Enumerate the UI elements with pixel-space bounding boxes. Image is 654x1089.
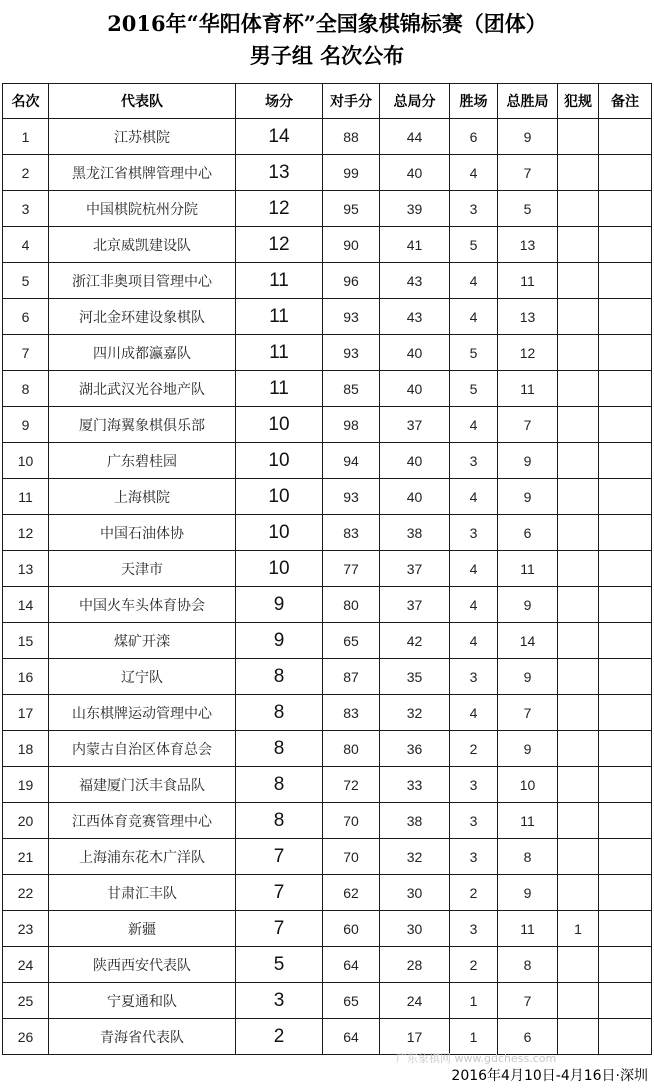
match-points-cell: 3 bbox=[236, 983, 323, 1019]
wins-cell: 4 bbox=[450, 623, 498, 659]
wins-cell: 4 bbox=[450, 551, 498, 587]
opponent-score-cell: 88 bbox=[323, 119, 380, 155]
wins-cell: 3 bbox=[450, 839, 498, 875]
fouls-cell bbox=[558, 875, 599, 911]
table-row bbox=[3, 947, 652, 983]
rank-cell: 1 bbox=[3, 119, 49, 155]
match-points-cell: 10 bbox=[236, 407, 323, 443]
rank-cell: 4 bbox=[3, 227, 49, 263]
table-row bbox=[3, 515, 652, 551]
col-wins-header: 胜场 bbox=[450, 84, 498, 119]
fouls-cell bbox=[558, 155, 599, 191]
col-opponent-score-header: 对手分 bbox=[323, 84, 380, 119]
opponent-score-cell: 70 bbox=[323, 839, 380, 875]
wins-cell: 3 bbox=[450, 191, 498, 227]
opponent-score-cell: 80 bbox=[323, 731, 380, 767]
total-game-points-cell: 40 bbox=[380, 443, 450, 479]
wins-cell: 2 bbox=[450, 875, 498, 911]
total-game-points-cell: 32 bbox=[380, 839, 450, 875]
table-row bbox=[3, 227, 652, 263]
match-points-cell: 5 bbox=[236, 947, 323, 983]
wins-cell: 3 bbox=[450, 803, 498, 839]
match-points-cell: 10 bbox=[236, 479, 323, 515]
fouls-cell bbox=[558, 299, 599, 335]
fouls-cell bbox=[558, 479, 599, 515]
wins-cell: 1 bbox=[450, 1019, 498, 1055]
rank-cell: 25 bbox=[3, 983, 49, 1019]
total-game-points-cell: 33 bbox=[380, 767, 450, 803]
fouls-cell bbox=[558, 947, 599, 983]
total-game-points-cell: 44 bbox=[380, 119, 450, 155]
team-name-cell: 江苏棋院 bbox=[49, 119, 236, 155]
team-name-cell: 中国火车头体育协会 bbox=[49, 587, 236, 623]
fouls-cell bbox=[558, 659, 599, 695]
table-row bbox=[3, 551, 652, 587]
team-name-cell: 陕西西安代表队 bbox=[49, 947, 236, 983]
total-game-points-cell: 40 bbox=[380, 335, 450, 371]
remarks-cell bbox=[599, 371, 652, 407]
fouls-cell bbox=[558, 803, 599, 839]
total-game-wins-cell: 9 bbox=[498, 587, 558, 623]
opponent-score-cell: 64 bbox=[323, 1019, 380, 1055]
total-game-wins-cell: 9 bbox=[498, 875, 558, 911]
table-row bbox=[3, 659, 652, 695]
table-row bbox=[3, 587, 652, 623]
table-row bbox=[3, 155, 652, 191]
match-points-cell: 9 bbox=[236, 587, 323, 623]
total-game-points-cell: 43 bbox=[380, 263, 450, 299]
remarks-cell bbox=[599, 443, 652, 479]
remarks-cell bbox=[599, 911, 652, 947]
table-row bbox=[3, 803, 652, 839]
match-points-cell: 7 bbox=[236, 839, 323, 875]
wins-cell: 6 bbox=[450, 119, 498, 155]
total-game-points-cell: 40 bbox=[380, 155, 450, 191]
fouls-cell bbox=[558, 515, 599, 551]
total-game-wins-cell: 11 bbox=[498, 551, 558, 587]
team-name-cell: 上海棋院 bbox=[49, 479, 236, 515]
wins-cell: 4 bbox=[450, 263, 498, 299]
table-row bbox=[3, 731, 652, 767]
team-name-cell: 浙江非奥项目管理中心 bbox=[49, 263, 236, 299]
match-points-cell: 10 bbox=[236, 515, 323, 551]
remarks-cell bbox=[599, 803, 652, 839]
opponent-score-cell: 72 bbox=[323, 767, 380, 803]
total-game-points-cell: 40 bbox=[380, 479, 450, 515]
total-game-wins-cell: 6 bbox=[498, 1019, 558, 1055]
footer-date-location: 2016年4月10日-4月16日·深圳 bbox=[451, 1068, 648, 1084]
opponent-score-cell: 65 bbox=[323, 623, 380, 659]
team-name-cell: 新疆 bbox=[49, 911, 236, 947]
wins-cell: 4 bbox=[450, 155, 498, 191]
fouls-cell bbox=[558, 767, 599, 803]
match-points-cell: 7 bbox=[236, 875, 323, 911]
fouls-cell bbox=[558, 551, 599, 587]
rank-cell: 18 bbox=[3, 731, 49, 767]
col-remarks-header: 备注 bbox=[599, 84, 652, 119]
match-points-cell: 11 bbox=[236, 335, 323, 371]
rank-cell: 17 bbox=[3, 695, 49, 731]
remarks-cell bbox=[599, 587, 652, 623]
total-game-points-cell: 32 bbox=[380, 695, 450, 731]
team-name-cell: 四川成都瀛嘉队 bbox=[49, 335, 236, 371]
fouls-cell bbox=[558, 731, 599, 767]
total-game-wins-cell: 8 bbox=[498, 839, 558, 875]
match-points-cell: 12 bbox=[236, 191, 323, 227]
fouls-cell: 1 bbox=[558, 911, 599, 947]
wins-cell: 5 bbox=[450, 227, 498, 263]
wins-cell: 3 bbox=[450, 659, 498, 695]
match-points-cell: 8 bbox=[236, 659, 323, 695]
match-points-cell: 8 bbox=[236, 731, 323, 767]
opponent-score-cell: 94 bbox=[323, 443, 380, 479]
remarks-cell bbox=[599, 227, 652, 263]
remarks-cell bbox=[599, 839, 652, 875]
table-body bbox=[3, 119, 652, 1055]
wins-cell: 3 bbox=[450, 515, 498, 551]
match-points-cell: 10 bbox=[236, 443, 323, 479]
table-row bbox=[3, 983, 652, 1019]
remarks-cell bbox=[599, 659, 652, 695]
table-header-row bbox=[3, 84, 652, 119]
team-name-cell: 湖北武汉光谷地产队 bbox=[49, 371, 236, 407]
total-game-wins-cell: 9 bbox=[498, 119, 558, 155]
remarks-cell bbox=[599, 155, 652, 191]
team-name-cell: 山东棋牌运动管理中心 bbox=[49, 695, 236, 731]
total-game-wins-cell: 9 bbox=[498, 731, 558, 767]
remarks-cell bbox=[599, 263, 652, 299]
total-game-wins-cell: 11 bbox=[498, 911, 558, 947]
team-name-cell: 青海省代表队 bbox=[49, 1019, 236, 1055]
team-name-cell: 煤矿开滦 bbox=[49, 623, 236, 659]
wins-cell: 1 bbox=[450, 983, 498, 1019]
total-game-wins-cell: 9 bbox=[498, 659, 558, 695]
remarks-cell bbox=[599, 479, 652, 515]
total-game-wins-cell: 11 bbox=[498, 371, 558, 407]
remarks-cell bbox=[599, 191, 652, 227]
total-game-wins-cell: 13 bbox=[498, 227, 558, 263]
rank-cell: 14 bbox=[3, 587, 49, 623]
table-row bbox=[3, 623, 652, 659]
total-game-wins-cell: 5 bbox=[498, 191, 558, 227]
rank-cell: 15 bbox=[3, 623, 49, 659]
table-row bbox=[3, 443, 652, 479]
opponent-score-cell: 93 bbox=[323, 299, 380, 335]
opponent-score-cell: 80 bbox=[323, 587, 380, 623]
remarks-cell bbox=[599, 299, 652, 335]
team-name-cell: 天津市 bbox=[49, 551, 236, 587]
fouls-cell bbox=[558, 839, 599, 875]
opponent-score-cell: 93 bbox=[323, 479, 380, 515]
rank-cell: 2 bbox=[3, 155, 49, 191]
table-row bbox=[3, 767, 652, 803]
team-name-cell: 宁夏通和队 bbox=[49, 983, 236, 1019]
opponent-score-cell: 60 bbox=[323, 911, 380, 947]
opponent-score-cell: 70 bbox=[323, 803, 380, 839]
opponent-score-cell: 64 bbox=[323, 947, 380, 983]
total-game-wins-cell: 11 bbox=[498, 803, 558, 839]
total-game-points-cell: 36 bbox=[380, 731, 450, 767]
fouls-cell bbox=[558, 227, 599, 263]
table-row bbox=[3, 479, 652, 515]
fouls-cell bbox=[558, 335, 599, 371]
remarks-cell bbox=[599, 875, 652, 911]
table-row bbox=[3, 371, 652, 407]
opponent-score-cell: 90 bbox=[323, 227, 380, 263]
standings-table bbox=[2, 83, 652, 1055]
match-points-cell: 2 bbox=[236, 1019, 323, 1055]
fouls-cell bbox=[558, 587, 599, 623]
rank-cell: 5 bbox=[3, 263, 49, 299]
opponent-score-cell: 65 bbox=[323, 983, 380, 1019]
total-game-points-cell: 30 bbox=[380, 911, 450, 947]
total-game-wins-cell: 6 bbox=[498, 515, 558, 551]
table-row bbox=[3, 119, 652, 155]
wins-cell: 4 bbox=[450, 695, 498, 731]
total-game-points-cell: 24 bbox=[380, 983, 450, 1019]
opponent-score-cell: 96 bbox=[323, 263, 380, 299]
remarks-cell bbox=[599, 515, 652, 551]
rank-cell: 16 bbox=[3, 659, 49, 695]
wins-cell: 2 bbox=[450, 947, 498, 983]
total-game-points-cell: 38 bbox=[380, 803, 450, 839]
wins-cell: 3 bbox=[450, 767, 498, 803]
team-name-cell: 黑龙江省棋牌管理中心 bbox=[49, 155, 236, 191]
rank-cell: 12 bbox=[3, 515, 49, 551]
fouls-cell bbox=[558, 371, 599, 407]
fouls-cell bbox=[558, 1019, 599, 1055]
match-points-cell: 8 bbox=[236, 695, 323, 731]
remarks-cell bbox=[599, 335, 652, 371]
total-game-wins-cell: 11 bbox=[498, 263, 558, 299]
rank-cell: 13 bbox=[3, 551, 49, 587]
match-points-cell: 12 bbox=[236, 227, 323, 263]
match-points-cell: 10 bbox=[236, 551, 323, 587]
remarks-cell bbox=[599, 767, 652, 803]
wins-cell: 2 bbox=[450, 731, 498, 767]
team-name-cell: 辽宁队 bbox=[49, 659, 236, 695]
wins-cell: 3 bbox=[450, 443, 498, 479]
opponent-score-cell: 85 bbox=[323, 371, 380, 407]
fouls-cell bbox=[558, 983, 599, 1019]
total-game-wins-cell: 7 bbox=[498, 155, 558, 191]
opponent-score-cell: 83 bbox=[323, 695, 380, 731]
col-rank-header: 名次 bbox=[3, 84, 49, 119]
fouls-cell bbox=[558, 443, 599, 479]
remarks-cell bbox=[599, 1019, 652, 1055]
team-name-cell: 北京威凯建设队 bbox=[49, 227, 236, 263]
opponent-score-cell: 95 bbox=[323, 191, 380, 227]
remarks-cell bbox=[599, 551, 652, 587]
table-row bbox=[3, 191, 652, 227]
team-name-cell: 河北金环建设象棋队 bbox=[49, 299, 236, 335]
table-row bbox=[3, 407, 652, 443]
total-game-wins-cell: 9 bbox=[498, 443, 558, 479]
rank-cell: 26 bbox=[3, 1019, 49, 1055]
remarks-cell bbox=[599, 407, 652, 443]
rank-cell: 8 bbox=[3, 371, 49, 407]
total-game-wins-cell: 10 bbox=[498, 767, 558, 803]
wins-cell: 5 bbox=[450, 335, 498, 371]
wins-cell: 4 bbox=[450, 299, 498, 335]
rank-cell: 11 bbox=[3, 479, 49, 515]
col-total-game-wins-header: 总胜局 bbox=[498, 84, 558, 119]
total-game-points-cell: 37 bbox=[380, 407, 450, 443]
opponent-score-cell: 83 bbox=[323, 515, 380, 551]
match-points-cell: 8 bbox=[236, 803, 323, 839]
remarks-cell bbox=[599, 623, 652, 659]
table-row bbox=[3, 875, 652, 911]
rank-cell: 23 bbox=[3, 911, 49, 947]
team-name-cell: 福建厦门沃丰食品队 bbox=[49, 767, 236, 803]
match-points-cell: 11 bbox=[236, 299, 323, 335]
team-name-cell: 江西体育竞赛管理中心 bbox=[49, 803, 236, 839]
page-title: 2016年“华阳体育杯”全国象棋锦标赛（团体） bbox=[107, 11, 547, 36]
total-game-wins-cell: 7 bbox=[498, 407, 558, 443]
match-points-cell: 14 bbox=[236, 119, 323, 155]
remarks-cell bbox=[599, 983, 652, 1019]
total-game-points-cell: 41 bbox=[380, 227, 450, 263]
opponent-score-cell: 62 bbox=[323, 875, 380, 911]
total-game-points-cell: 37 bbox=[380, 551, 450, 587]
total-game-wins-cell: 14 bbox=[498, 623, 558, 659]
table-row bbox=[3, 911, 652, 947]
total-game-points-cell: 30 bbox=[380, 875, 450, 911]
wins-cell: 3 bbox=[450, 911, 498, 947]
col-total-game-points-header: 总局分 bbox=[380, 84, 450, 119]
opponent-score-cell: 99 bbox=[323, 155, 380, 191]
team-name-cell: 厦门海翼象棋俱乐部 bbox=[49, 407, 236, 443]
team-name-cell: 内蒙古自治区体育总会 bbox=[49, 731, 236, 767]
team-name-cell: 中国石油体协 bbox=[49, 515, 236, 551]
opponent-score-cell: 87 bbox=[323, 659, 380, 695]
opponent-score-cell: 98 bbox=[323, 407, 380, 443]
rank-cell: 22 bbox=[3, 875, 49, 911]
total-game-points-cell: 38 bbox=[380, 515, 450, 551]
total-game-points-cell: 39 bbox=[380, 191, 450, 227]
opponent-score-cell: 77 bbox=[323, 551, 380, 587]
rank-cell: 3 bbox=[3, 191, 49, 227]
fouls-cell bbox=[558, 407, 599, 443]
page-subtitle: 男子组 名次公布 bbox=[249, 43, 405, 68]
total-game-points-cell: 35 bbox=[380, 659, 450, 695]
team-name-cell: 中国棋院杭州分院 bbox=[49, 191, 236, 227]
opponent-score-cell: 93 bbox=[323, 335, 380, 371]
team-name-cell: 甘肃汇丰队 bbox=[49, 875, 236, 911]
rank-cell: 24 bbox=[3, 947, 49, 983]
rank-cell: 10 bbox=[3, 443, 49, 479]
total-game-wins-cell: 8 bbox=[498, 947, 558, 983]
total-game-points-cell: 17 bbox=[380, 1019, 450, 1055]
watermark: 广东象棋网 www.gdchess.com bbox=[396, 1052, 557, 1065]
rank-cell: 19 bbox=[3, 767, 49, 803]
rank-cell: 6 bbox=[3, 299, 49, 335]
rank-cell: 20 bbox=[3, 803, 49, 839]
col-team-header: 代表队 bbox=[49, 84, 236, 119]
remarks-cell bbox=[599, 119, 652, 155]
total-game-wins-cell: 12 bbox=[498, 335, 558, 371]
table-row bbox=[3, 299, 652, 335]
table-row bbox=[3, 695, 652, 731]
col-fouls-header: 犯规 bbox=[558, 84, 599, 119]
total-game-wins-cell: 7 bbox=[498, 983, 558, 1019]
match-points-cell: 11 bbox=[236, 263, 323, 299]
rank-cell: 21 bbox=[3, 839, 49, 875]
total-game-points-cell: 40 bbox=[380, 371, 450, 407]
total-game-points-cell: 43 bbox=[380, 299, 450, 335]
match-points-cell: 8 bbox=[236, 767, 323, 803]
table-row bbox=[3, 263, 652, 299]
total-game-wins-cell: 13 bbox=[498, 299, 558, 335]
total-game-wins-cell: 7 bbox=[498, 695, 558, 731]
remarks-cell bbox=[599, 947, 652, 983]
total-game-points-cell: 37 bbox=[380, 587, 450, 623]
total-game-points-cell: 42 bbox=[380, 623, 450, 659]
fouls-cell bbox=[558, 263, 599, 299]
wins-cell: 4 bbox=[450, 479, 498, 515]
rank-cell: 9 bbox=[3, 407, 49, 443]
remarks-cell bbox=[599, 731, 652, 767]
table-row bbox=[3, 335, 652, 371]
wins-cell: 4 bbox=[450, 587, 498, 623]
fouls-cell bbox=[558, 623, 599, 659]
wins-cell: 5 bbox=[450, 371, 498, 407]
remarks-cell bbox=[599, 695, 652, 731]
match-points-cell: 11 bbox=[236, 371, 323, 407]
match-points-cell: 7 bbox=[236, 911, 323, 947]
fouls-cell bbox=[558, 191, 599, 227]
fouls-cell bbox=[558, 119, 599, 155]
team-name-cell: 上海浦东花木广洋队 bbox=[49, 839, 236, 875]
match-points-cell: 13 bbox=[236, 155, 323, 191]
total-game-points-cell: 28 bbox=[380, 947, 450, 983]
match-points-cell: 9 bbox=[236, 623, 323, 659]
wins-cell: 4 bbox=[450, 407, 498, 443]
team-name-cell: 广东碧桂园 bbox=[49, 443, 236, 479]
rank-cell: 7 bbox=[3, 335, 49, 371]
col-match-points-header: 场分 bbox=[236, 84, 323, 119]
fouls-cell bbox=[558, 695, 599, 731]
table-row bbox=[3, 839, 652, 875]
total-game-wins-cell: 9 bbox=[498, 479, 558, 515]
